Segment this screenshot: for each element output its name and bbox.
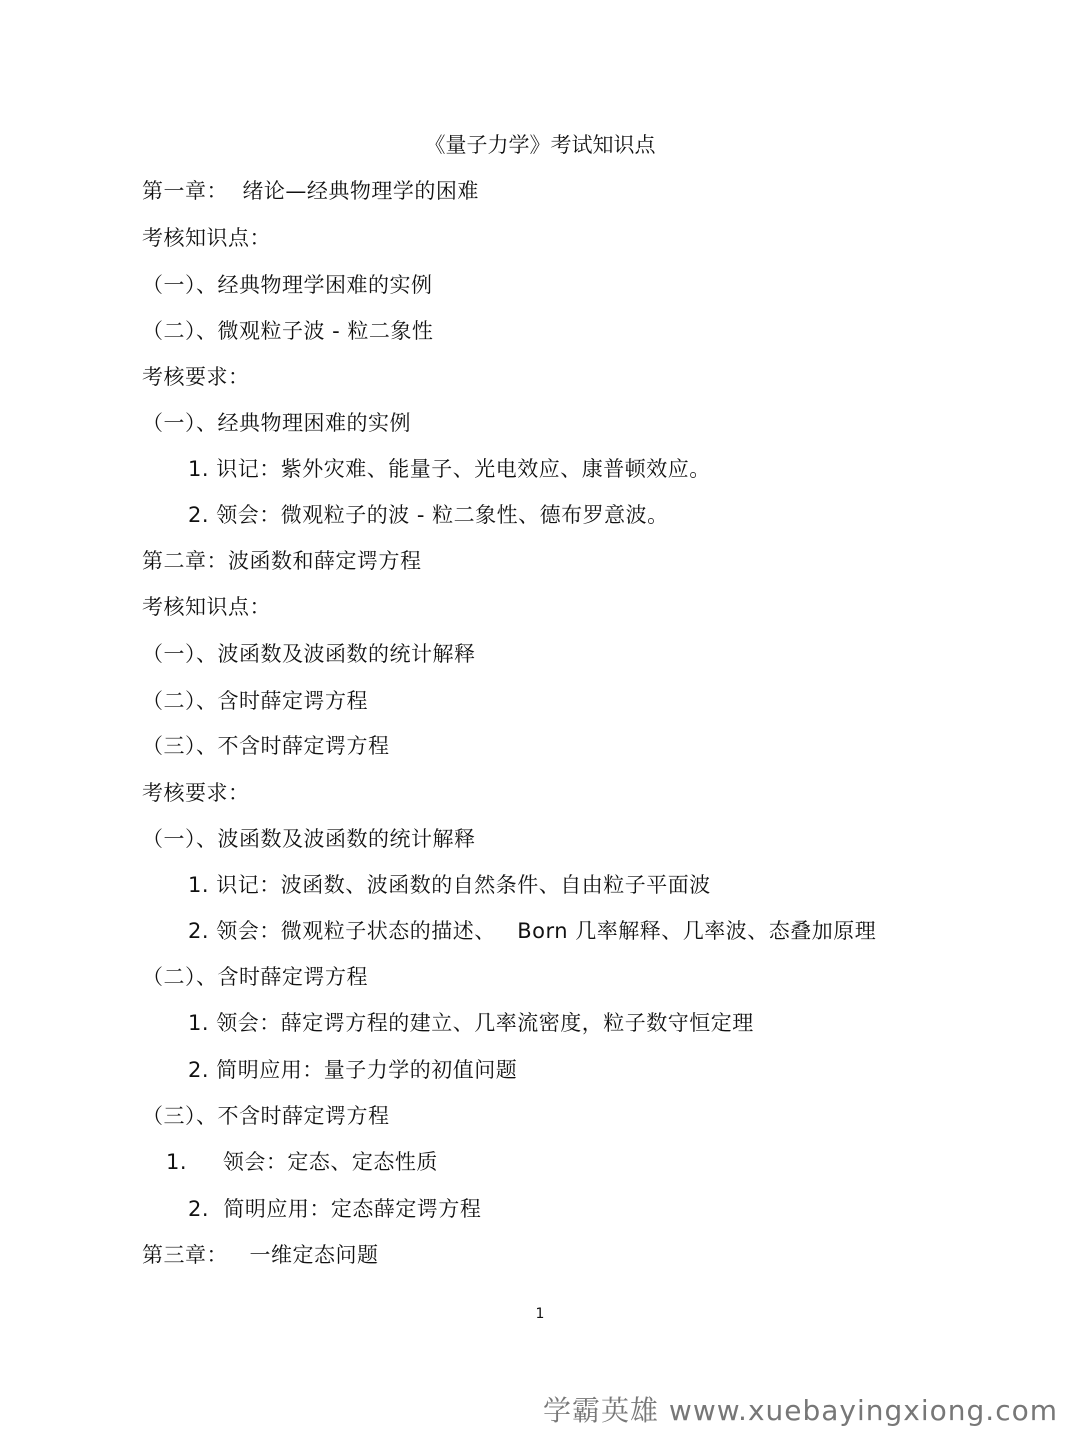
- page-number: 1: [535, 1306, 545, 1322]
- sub-item: 1. 识记：波函数、波函数的自然条件、自由粒子平面波: [188, 873, 711, 897]
- knowledge-points-heading: 考核知识点：: [142, 226, 271, 250]
- sub-item: 2. 简明应用：量子力学的初值问题: [188, 1058, 518, 1082]
- chapter-2-heading: 第二章：波函数和薛定谔方程: [142, 549, 422, 573]
- list-item: （三）、不含时薛定谔方程: [142, 734, 390, 758]
- sub-item: 2. 简明应用：定态薛定谔方程: [188, 1197, 482, 1221]
- sub-item: 2. 领会：微观粒子状态的描述、 Born 几率解释、几率波、态叠加原理: [188, 919, 877, 943]
- sub-item: 1. 识记：紫外灾难、能量子、光电效应、康普顿效应。: [188, 457, 711, 481]
- list-item: （三）、不含时薛定谔方程: [142, 1104, 390, 1128]
- list-item: （二）、含时薛定谔方程: [142, 965, 368, 989]
- list-item: （一）、经典物理学困难的实例: [142, 273, 433, 297]
- sub-item: 1. 领会：薛定谔方程的建立、几率流密度，粒子数守恒定理: [188, 1011, 754, 1035]
- document-title: 《量子力学》考试知识点: [424, 133, 656, 157]
- list-item: （一）、波函数及波函数的统计解释: [142, 642, 476, 666]
- sub-item: 2. 领会：微观粒子的波 - 粒二象性、德布罗意波。: [188, 503, 669, 527]
- list-item: （二）、含时薛定谔方程: [142, 689, 368, 713]
- list-item: （一）、波函数及波函数的统计解释: [142, 827, 476, 851]
- watermark: 学霸英雄 www.xuebayingxiong.com: [543, 1394, 1058, 1427]
- list-item: （一）、经典物理困难的实例: [142, 411, 411, 435]
- requirements-heading: 考核要求：: [142, 365, 250, 389]
- sub-item: 1. 领会：定态、定态性质: [166, 1150, 438, 1174]
- knowledge-points-heading: 考核知识点：: [142, 595, 271, 619]
- requirements-heading: 考核要求：: [142, 781, 250, 805]
- list-item: （二）、微观粒子波 - 粒二象性: [142, 319, 434, 343]
- chapter-3-heading: 第三章： 一维定态问题: [142, 1243, 379, 1267]
- chapter-1-heading: 第一章： 绪论—经典物理学的困难: [142, 179, 479, 203]
